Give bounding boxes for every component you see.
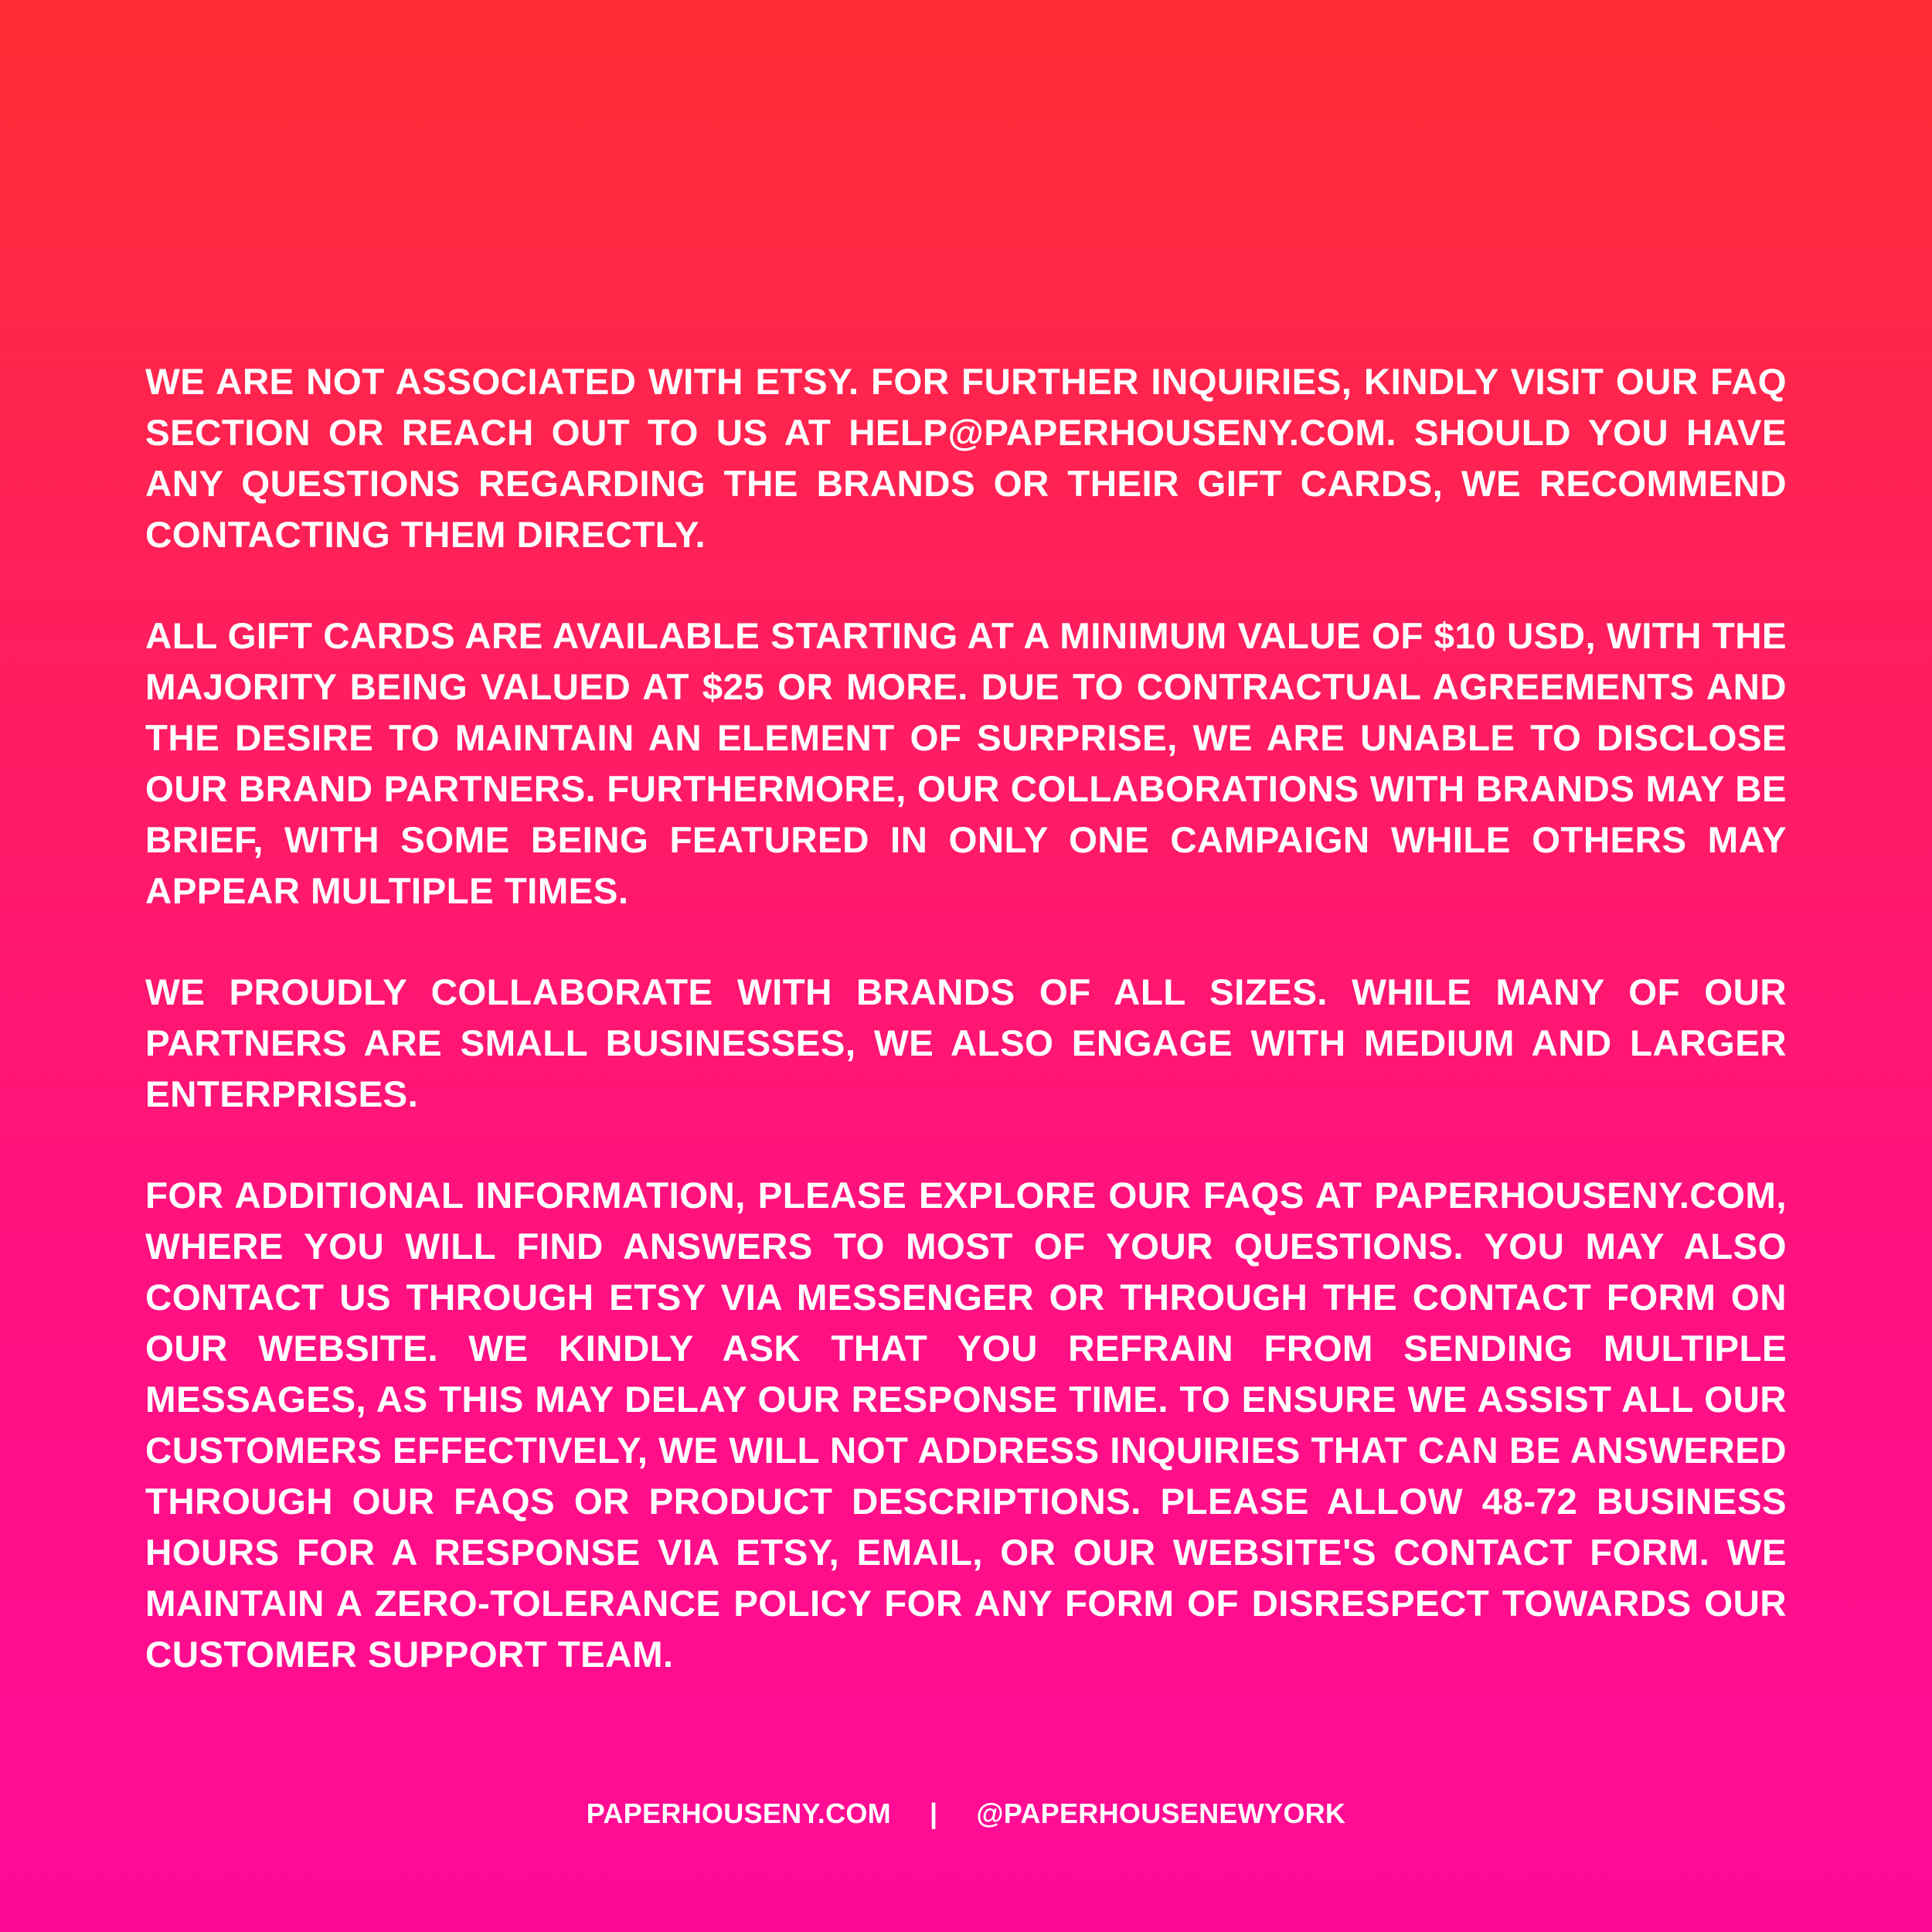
footer-separator: | xyxy=(929,1798,938,1829)
contact-policy-paragraph: FOR ADDITIONAL INFORMATION, PLEASE EXPLORE OUR FAQS AT PAPERHOUSENY.COM, WHERE YOU WILL FIND ANSWERS TO MOST OF YOUR QUESTIONS. YOU MAY ALSO CONTACT US THROUGH ETSY VIA MESSENGER OR THROUGH THE CONTACT FORM ON OUR WEBSITE. WE KINDLY ASK THAT YOU REFRAIN FROM SENDING MULTIPLE MESSAGES, AS THIS MAY DELAY OUR RESPONSE TIME. TO ENSURE WE ASSIST ALL OUR CUSTOMERS EFFECTIVELY, WE WILL NOT ADDRESS INQUIRIES THAT CAN BE ANSWERED THROUGH OUR FAQS OR PRODUCT DESCRIPTIONS. PLEASE ALLOW 48-72 BUSINESS HOURS FOR A RESPONSE VIA ETSY, EMAIL, OR OUR WEBSITE'S CONTACT FORM. WE MAINTAIN A ZERO-TOLERANCE POLICY FOR ANY FORM OF DISRESPECT TOWARDS OUR CUSTOMER SUPPORT TEAM. xyxy=(145,1175,1787,1675)
footer xyxy=(0,1794,1932,1833)
gift-card-value-paragraph: ALL GIFT CARDS ARE AVAILABLE STARTING AT A MINIMUM VALUE OF $10 USD, WITH THE MAJORITY BEING VALUED AT $25 OR MORE. DUE TO CONTRACTUAL AGREEMENTS AND THE DESIRE TO MAINTAIN AN ELEMENT OF SURPRISE, WE ARE UNABLE TO DISCLOSE OUR BRAND PARTNERS. FURTHERMORE, OUR COLLABORATIONS WITH BRANDS MAY BE BRIEF, WITH SOME BEING FEATURED IN ONLY ONE CAMPAIGN WHILE OTHERS MAY APPEAR MULTIPLE TIMES. xyxy=(145,616,1787,912)
website-link[interactable]: PAPERHOUSENY.COM xyxy=(586,1798,891,1829)
brand-partners-paragraph: WE PROUDLY COLLABORATE WITH BRANDS OF ALL SIZES. WHILE MANY OF OUR PARTNERS ARE SMALL BUSINESSES, WE ALSO ENGAGE WITH MEDIUM AND LARGER ENTERPRISES. xyxy=(145,972,1787,1115)
disclaimer-paragraph: WE ARE NOT ASSOCIATED WITH ETSY. FOR FURTHER INQUIRIES, KINDLY VISIT OUR FAQ SECTION OR REACH OUT TO US AT HELP@PAPERHOUSENY.COM. SHOULD YOU HAVE ANY QUESTIONS REGARDING THE BRANDS OR THEIR GIFT CARDS, WE RECOMMEND CONTACTING THEM DIRECTLY. xyxy=(145,362,1787,556)
social-handle-link[interactable]: @PAPERHOUSENEWYORK xyxy=(976,1798,1346,1829)
notice-text-block xyxy=(145,357,1787,1681)
